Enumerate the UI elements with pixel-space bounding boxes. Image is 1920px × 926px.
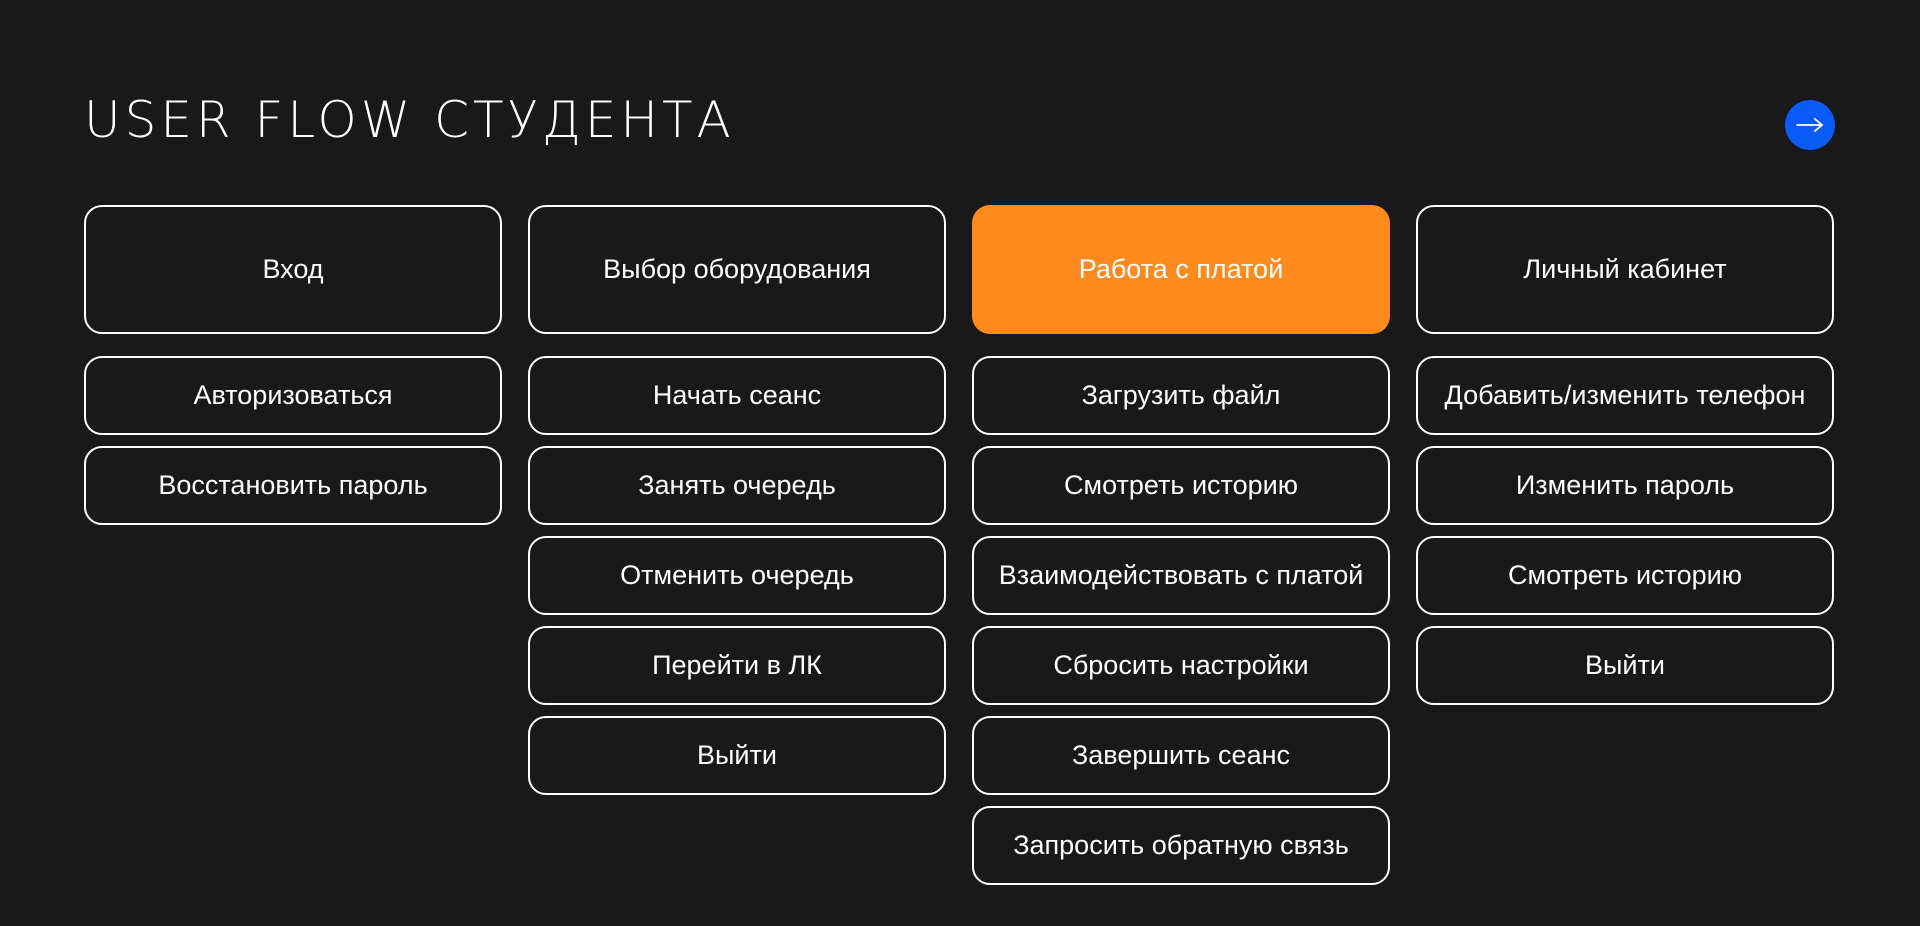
action-start-session[interactable]: Начать сеанс	[528, 356, 946, 435]
column-login	[84, 205, 502, 896]
action-interact-board[interactable]: Взаимодействовать с платой	[972, 536, 1390, 615]
action-join-queue[interactable]: Занять очередь	[528, 446, 946, 525]
column-equipment	[528, 205, 946, 896]
action-edit-phone[interactable]: Добавить/изменить телефон	[1416, 356, 1834, 435]
action-logout[interactable]: Выйти	[1416, 626, 1834, 705]
action-request-feedback[interactable]: Запросить обратную связь	[972, 806, 1390, 885]
flow-header-equipment[interactable]: Выбор оборудования	[528, 205, 946, 334]
action-authorize[interactable]: Авторизоваться	[84, 356, 502, 435]
action-restore-password[interactable]: Восстановить пароль	[84, 446, 502, 525]
next-button[interactable]	[1785, 100, 1835, 150]
action-reset-settings[interactable]: Сбросить настройки	[972, 626, 1390, 705]
action-end-session[interactable]: Завершить сеанс	[972, 716, 1390, 795]
action-upload-file[interactable]: Загрузить файл	[972, 356, 1390, 435]
flow-header-board[interactable]: Работа с платой	[972, 205, 1390, 334]
arrow-right-icon	[1795, 117, 1825, 133]
column-account	[1416, 205, 1834, 896]
action-view-history[interactable]: Смотреть историю	[972, 446, 1390, 525]
flow-header-account[interactable]: Личный кабинет	[1416, 205, 1834, 334]
action-view-history[interactable]: Смотреть историю	[1416, 536, 1834, 615]
action-logout[interactable]: Выйти	[528, 716, 946, 795]
flow-header-login[interactable]: Вход	[84, 205, 502, 334]
action-cancel-queue[interactable]: Отменить очередь	[528, 536, 946, 615]
page-title: USER FLOW СТУДЕНТА	[84, 91, 735, 149]
action-go-to-account[interactable]: Перейти в ЛК	[528, 626, 946, 705]
action-change-password[interactable]: Изменить пароль	[1416, 446, 1834, 525]
flow-columns	[84, 205, 1836, 896]
column-board	[972, 205, 1390, 896]
